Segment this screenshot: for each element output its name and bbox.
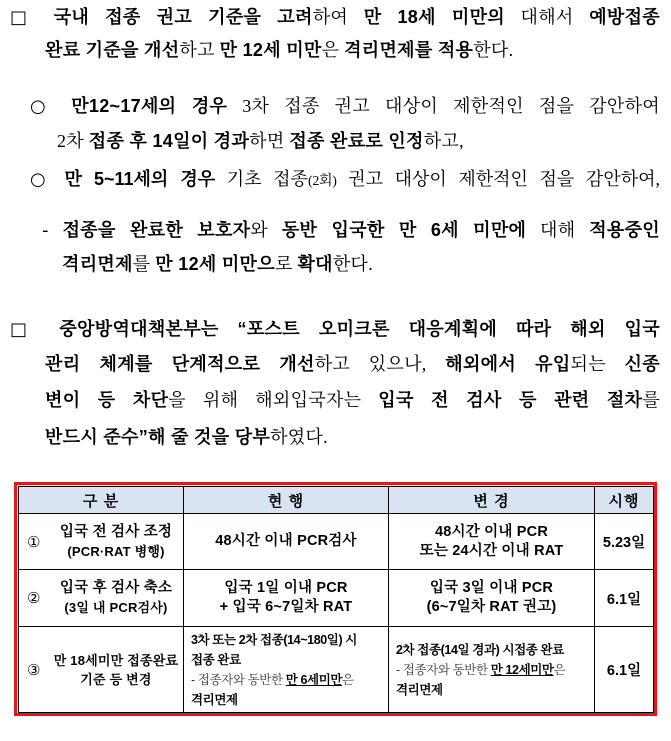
plain-text: 를: [642, 390, 660, 410]
cell-text: + 입국 6~7일차 RAT: [219, 599, 353, 615]
cell-text: 48시간 이내 PCR: [434, 523, 549, 540]
cell-text: 48시간 이내 PCR검사: [215, 533, 357, 549]
plain-text: 대해서: [504, 7, 590, 27]
bold-text: 만 12세 미만으: [155, 254, 275, 274]
plain-text: 기초 접종: [215, 169, 308, 189]
plain-text: 하면: [249, 131, 290, 151]
square-bullet: □: [10, 7, 39, 28]
plain-text: 을 위해 해외입국자는: [168, 390, 379, 410]
underlined-text: 만 12세미만: [490, 662, 554, 677]
dash-bullet: -: [42, 220, 49, 241]
cell-text: 격리면제: [191, 692, 238, 707]
cell-text: (3일 내 PCR검사): [64, 600, 168, 615]
bold-text: 동반 입국한 만 6세 미만에: [281, 220, 527, 240]
para5-line3: [45, 385, 660, 415]
plain-text: 한다.: [473, 40, 514, 60]
bold-text: 신종: [624, 354, 660, 374]
bold-text: 완료 기준을 개선: [45, 40, 180, 60]
category-cell: [19, 514, 184, 570]
plain-text: 를: [132, 254, 156, 274]
bold-text: 만 18세 미만의: [363, 7, 505, 27]
header-category: 구 분: [19, 487, 184, 514]
bold-text: 격리면제를 적용: [344, 40, 474, 60]
plain-text: - 접종자와 동반한: [191, 672, 286, 687]
para1-line2: [45, 35, 513, 65]
plain-text: 하여: [312, 7, 364, 27]
bold-text: 변이 등 차단: [45, 390, 169, 410]
bold-text: 접종 후 14일이 경과: [88, 131, 250, 151]
circle-bullet: ○: [30, 96, 57, 117]
bold-text: 해외에서 유입: [445, 354, 571, 374]
change-cell: [389, 627, 595, 713]
bold-text: 예방접종: [589, 7, 660, 27]
para3-line1: [30, 164, 660, 194]
cell-text-line: [191, 670, 388, 690]
cell-text: 6.1일: [606, 591, 642, 608]
date-cell: [595, 514, 654, 570]
plain-text: 은: [553, 662, 566, 677]
table-row: [19, 514, 654, 570]
plain-text: 하고: [179, 40, 220, 60]
plain-text: 와: [250, 220, 282, 240]
table-header-row: [19, 487, 654, 514]
category-cell: [19, 570, 184, 627]
plain-text: 하고,: [423, 131, 464, 151]
header-date: 시행: [595, 487, 654, 514]
cell-text: 입국 1일 이내 PCR: [224, 580, 348, 596]
plain-text: 되는: [570, 354, 625, 374]
row-number: ③: [27, 660, 41, 679]
para2-line1: [30, 91, 660, 121]
header-current: 현 행: [184, 487, 389, 514]
plain-text: 대해: [526, 220, 590, 240]
change-cell: [389, 570, 595, 627]
plain-text: 2차: [57, 131, 89, 151]
date-cell: [595, 627, 654, 713]
cell-text: 기준 등 변경: [80, 671, 152, 687]
plain-text: 한다.: [332, 254, 374, 274]
date-cell: [595, 570, 654, 627]
bold-text: 관리 체계를 단계적으로 개선: [45, 354, 315, 374]
current-cell: [184, 570, 389, 627]
measures-table: [18, 486, 654, 713]
cell-text: 5.23일: [602, 535, 646, 551]
cell-text: 격리면제: [396, 682, 443, 697]
para4-line2: [62, 249, 373, 279]
square-bullet: □: [10, 319, 41, 340]
para5-line1: [10, 314, 660, 344]
category-cell: [19, 627, 184, 713]
bold-text: 격리면제: [62, 254, 133, 274]
plain-text: - 접종자와 동반한: [396, 662, 491, 677]
para1-line1: [10, 2, 660, 32]
plain-text: 은: [342, 672, 354, 687]
plain-text: 하였다.: [270, 427, 328, 447]
cell-text: 또는 24시간 이내 RAT: [419, 542, 564, 559]
para5-line4: [45, 422, 328, 452]
plain-text: 권고 대상이 제한적인 점을 감안하여,: [336, 169, 660, 189]
bold-text: 적용중인: [589, 220, 660, 240]
cell-text: 입국 전 검사 조정: [59, 523, 173, 540]
para5-line2: [45, 349, 660, 379]
table-row: [19, 570, 654, 627]
cell-text: 3차 또는 2차 접종(14~180일) 시: [191, 632, 357, 647]
cell-text: 입국 3일 이내 PCR: [429, 580, 554, 596]
bold-text: 만 5~11세의 경우: [64, 169, 216, 189]
plain-text: 3차 접종 권고 대상이 제한적인 점을 감안하여: [227, 96, 660, 116]
circle-bullet: ○: [30, 169, 53, 190]
bold-text: 확대: [297, 254, 333, 274]
para2-line2: [57, 126, 464, 156]
change-cell: [389, 514, 595, 570]
row-number: ①: [27, 532, 41, 551]
header-change: 변 경: [389, 487, 595, 514]
cell-text: 입국 후 검사 축소: [59, 580, 173, 596]
bold-text: 접종 완료로 인정: [289, 131, 424, 151]
bold-text: 중앙방역대책본부는 “포스트 오미크론 대응계획에 따라 해외 입국: [59, 319, 660, 339]
current-cell: [184, 627, 389, 713]
bold-text: 만12~17세의 경우: [71, 96, 228, 116]
cell-text-line: [396, 660, 594, 680]
current-cell: [184, 514, 389, 570]
bold-text: 만 12세 미만: [219, 40, 322, 60]
plain-text: 은: [321, 40, 345, 60]
bold-text: 접종을 완료한 보호자: [62, 220, 251, 240]
row-number: ②: [27, 589, 41, 607]
plain-text: 하고 있으나,: [314, 354, 446, 374]
table-row: [19, 627, 654, 713]
bold-text: 입국 전 검사 등 관련 절차: [378, 390, 643, 410]
cell-text: 접종 완료: [191, 652, 241, 667]
para4-line1: [42, 215, 660, 245]
bold-text: 국내 접종 권고 기준을 고려: [53, 7, 313, 27]
cell-text: (6~7일차 RAT 권고): [426, 599, 557, 615]
bold-text: 반드시 준수”해 줄 것을 당부: [45, 427, 271, 447]
cell-text: 만 18세미만 접종완료: [53, 652, 179, 668]
plain-text: (2회): [307, 174, 337, 189]
underlined-text: 만 6세미만: [285, 672, 343, 687]
cell-text: 6.1일: [606, 663, 642, 679]
cell-text: (PCR·RAT 병행): [67, 543, 165, 559]
plain-text: 로: [274, 254, 298, 274]
cell-text: 2차 접종(14일 경과) 시접종 완료: [396, 642, 564, 657]
